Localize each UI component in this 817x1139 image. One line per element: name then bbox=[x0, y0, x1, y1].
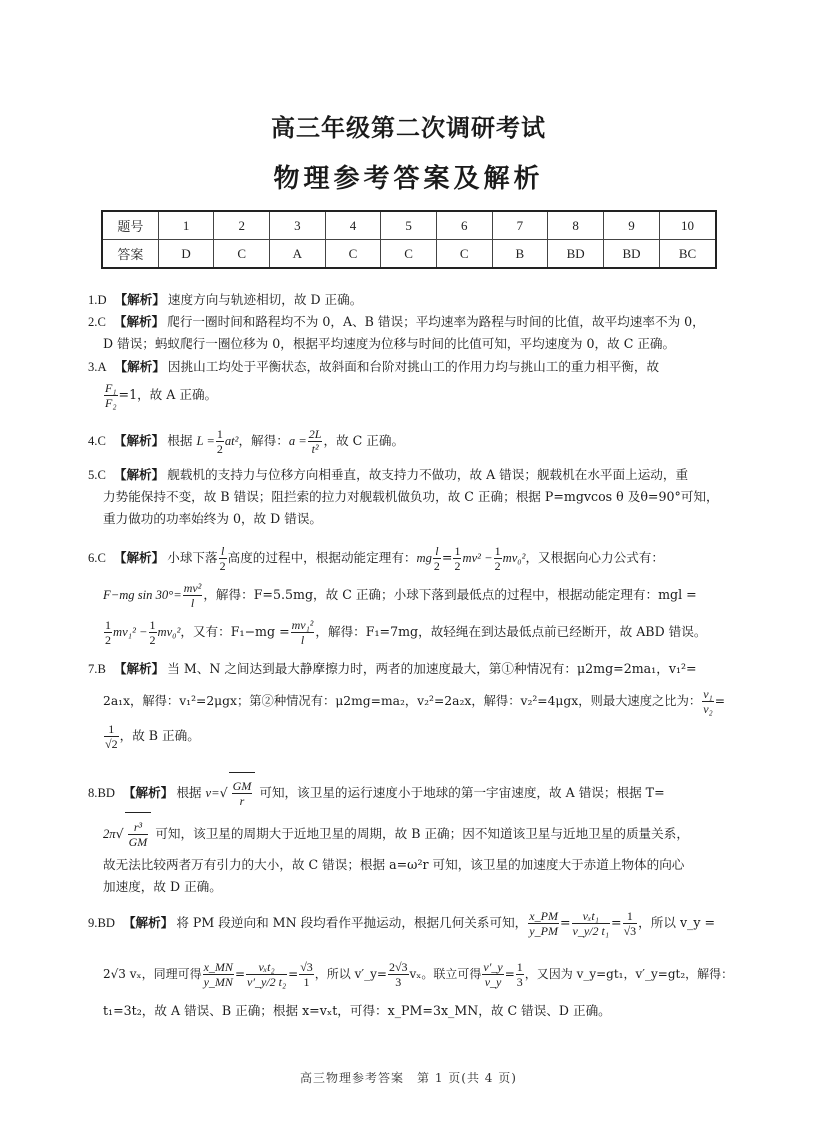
numerator: mv² bbox=[183, 581, 202, 595]
item-text: 舰载机的支持力与位移方向相垂直，故支持力不做功，故 A 错误；舰载机在水平面上运动，重 bbox=[167, 467, 689, 482]
fraction bbox=[388, 960, 409, 989]
denominator: 1 bbox=[303, 975, 310, 989]
numerator: 1 bbox=[216, 427, 223, 441]
fraction bbox=[308, 427, 323, 456]
item-text: 根据 bbox=[167, 433, 193, 448]
analysis-tag: 【解析】 bbox=[114, 292, 165, 307]
item-number: 5.C bbox=[88, 468, 106, 482]
math: F−mg sin 30°= bbox=[103, 588, 182, 602]
radicand bbox=[229, 772, 256, 813]
table-row-numbers bbox=[102, 211, 716, 240]
item-text: ，解得： bbox=[238, 433, 289, 448]
math: = bbox=[559, 915, 571, 930]
item-text: ，所以 v_y = bbox=[638, 915, 716, 930]
item-text: 因挑山工均处于平衡状态，故斜面和台阶对挑山工的作用力均与挑山工的重力相平衡，故 bbox=[167, 359, 660, 374]
numerator: 2√3 bbox=[388, 960, 408, 974]
explanation-item-8 bbox=[88, 772, 733, 898]
numerator: x_MN bbox=[203, 960, 233, 974]
explanation-item-4 bbox=[88, 426, 733, 456]
item-text: 重力做功的功率始终为 0，故 D 错误。 bbox=[103, 511, 323, 526]
item-text: 爬行一圈时间和路程均不为 0，A、B 错误；平均速率为路程与时间的比值，故平均速率不为 0， bbox=[167, 314, 705, 329]
analysis-tag: 【解析】 bbox=[122, 785, 174, 800]
fraction bbox=[216, 427, 224, 456]
denominator: 2 bbox=[433, 559, 440, 573]
fraction bbox=[104, 618, 112, 647]
math: mv₀² bbox=[157, 625, 181, 639]
numerator: √3 bbox=[300, 960, 313, 974]
answer-cell: B bbox=[492, 240, 548, 269]
numerator: F₁ bbox=[105, 381, 117, 395]
denominator: √2 bbox=[105, 737, 118, 751]
math: = bbox=[288, 967, 299, 981]
denominator: 2 bbox=[216, 442, 223, 456]
row-label: 答案 bbox=[102, 240, 158, 269]
item-text: ，又有：F₁−mg = bbox=[180, 624, 290, 639]
denominator: 3 bbox=[516, 975, 523, 989]
numerator: v₁ bbox=[703, 687, 713, 701]
fraction bbox=[433, 544, 441, 573]
question-number: 6 bbox=[436, 211, 492, 240]
numerator: 1 bbox=[454, 544, 461, 558]
item-text: 将 PM 段逆向和 MN 段均看作平抛运动，根据几何关系可知， bbox=[176, 915, 528, 930]
denominator: √3 bbox=[623, 924, 637, 938]
item-text: 可知，该卫星的周期大于近地卫星的周期，故 B 正确；因不知道该卫星与近地卫星的质量关系， bbox=[155, 826, 689, 841]
fraction bbox=[183, 581, 203, 610]
fraction bbox=[149, 618, 157, 647]
item-text: 2√3 vₓ，同理可得 bbox=[103, 967, 202, 981]
fraction bbox=[128, 820, 149, 849]
math: at² bbox=[224, 434, 239, 448]
item-number: 9.BD bbox=[88, 916, 115, 930]
answer-cell: A bbox=[270, 240, 326, 269]
item-text: 故无法比较两者万有引力的大小，故 C 错误；根据 a=ω²r 可知，该卫星的加速度大于赤道上物体的向心 bbox=[103, 857, 685, 872]
fraction bbox=[482, 960, 503, 989]
question-number: 7 bbox=[492, 211, 548, 240]
question-number: 4 bbox=[325, 211, 381, 240]
numerator: 1 bbox=[149, 618, 156, 632]
item-text: vₓ。联立可得 bbox=[409, 967, 482, 981]
denominator: 3 bbox=[395, 975, 402, 989]
item-text: =1，故 A 正确。 bbox=[118, 387, 218, 402]
fraction bbox=[516, 960, 524, 989]
math: = bbox=[504, 967, 515, 981]
fraction bbox=[203, 960, 234, 989]
denominator: 2 bbox=[219, 559, 226, 573]
item-text: 可知，该卫星的运行速度小于地球的第一宇宙速度，故 A 错误；根据 T= bbox=[259, 785, 665, 800]
numerator: 1 bbox=[104, 722, 119, 737]
fraction bbox=[702, 687, 714, 716]
numerator: mv₁² bbox=[291, 618, 314, 632]
fraction bbox=[528, 909, 559, 938]
item-text: 力势能保持不变，故 B 错误；阻拦索的拉力对舰载机做负功，故 C 正确；根据 P=mgvcos θ 及θ=90°可知， bbox=[103, 489, 719, 504]
fraction bbox=[104, 722, 119, 751]
analysis-tag: 【解析】 bbox=[114, 359, 165, 374]
numerator: x_PM bbox=[529, 909, 558, 923]
answer-table bbox=[101, 210, 717, 269]
sqrt-icon: √ bbox=[115, 826, 124, 841]
numerator: l bbox=[433, 544, 441, 559]
denominator: l bbox=[190, 596, 195, 610]
math: v= bbox=[205, 786, 220, 800]
explanation-item-1 bbox=[88, 289, 733, 311]
denominator: l bbox=[300, 633, 305, 647]
item-text: 根据 bbox=[176, 785, 202, 800]
question-number: 2 bbox=[214, 211, 270, 240]
table-row-answers bbox=[102, 240, 716, 269]
question-number: 8 bbox=[548, 211, 604, 240]
item-text: 高度的过程中，根据动能定理有： bbox=[227, 550, 417, 565]
question-number: 10 bbox=[660, 211, 717, 240]
explanation-item-3 bbox=[88, 356, 733, 412]
analysis-tag: 【解析】 bbox=[113, 467, 165, 482]
denominator: y_PM bbox=[529, 924, 558, 938]
numerator: vₓt₁ bbox=[572, 909, 611, 924]
question-number: 3 bbox=[270, 211, 326, 240]
item-text: 小球下落 bbox=[167, 550, 218, 565]
document-subtitle: 物理参考答案及解析 bbox=[273, 164, 544, 194]
fraction bbox=[246, 960, 287, 989]
item-text: ，所以 v′_y= bbox=[314, 967, 387, 981]
explanation-item-2 bbox=[88, 311, 733, 355]
item-text: ，故 B 正确。 bbox=[119, 728, 200, 743]
math: = bbox=[441, 550, 453, 565]
denominator: 2 bbox=[105, 633, 111, 647]
fraction bbox=[299, 960, 314, 989]
fraction bbox=[219, 544, 227, 573]
item-text: t₁=3t₂，故 A 错误、B 正确；根据 x=vₓt，可得：x_PM=3x_MN，故 C 错误、D 正确。 bbox=[103, 1003, 611, 1018]
item-number: 2.C bbox=[88, 315, 106, 329]
math: = bbox=[234, 967, 245, 981]
denominator: 2 bbox=[149, 633, 156, 647]
numerator: 1 bbox=[105, 618, 111, 632]
denominator: v₂ bbox=[703, 702, 713, 716]
sqrt-icon: √ bbox=[219, 785, 228, 800]
item-text: ，又因为 v_y=gt₁，v′_y=gt₂，解得： bbox=[524, 967, 734, 981]
answer-cell: C bbox=[381, 240, 437, 269]
answer-cell: C bbox=[214, 240, 270, 269]
fraction bbox=[104, 381, 118, 410]
analysis-tag: 【解析】 bbox=[113, 433, 165, 448]
question-number: 9 bbox=[604, 211, 660, 240]
denominator: F₂ bbox=[105, 396, 117, 410]
math: = bbox=[611, 915, 622, 930]
math: mv₀² bbox=[502, 551, 526, 565]
analysis-tag: 【解析】 bbox=[113, 314, 165, 329]
denominator: y_MN bbox=[203, 975, 233, 989]
fraction bbox=[232, 779, 253, 808]
denominator: v_y bbox=[484, 975, 502, 989]
item-number: 6.C bbox=[88, 551, 106, 565]
math: mv² − bbox=[462, 551, 493, 565]
math: 2π bbox=[103, 827, 116, 841]
analysis-tag: 【解析】 bbox=[113, 661, 165, 676]
denominator: r bbox=[239, 794, 245, 808]
item-number: 4.C bbox=[88, 434, 106, 448]
answer-cell: BD bbox=[604, 240, 660, 269]
numerator: 1 bbox=[516, 960, 523, 974]
math: L = bbox=[196, 434, 215, 448]
analysis-tag: 【解析】 bbox=[122, 915, 174, 930]
item-number: 8.BD bbox=[88, 786, 115, 800]
answer-cell: C bbox=[436, 240, 492, 269]
item-text: D 错误；蚂蚁爬行一圈位移为 0，根据平均速度为位移与时间的比值可知，平均速度为 0，故 C 正确。 bbox=[103, 336, 676, 351]
answer-cell: BD bbox=[548, 240, 604, 269]
answer-cell: C bbox=[325, 240, 381, 269]
fraction bbox=[453, 544, 461, 573]
answer-cell: D bbox=[158, 240, 214, 269]
item-text: ，又根据向心力公式有： bbox=[525, 550, 664, 565]
numerator: l bbox=[219, 544, 227, 559]
math: mg bbox=[416, 551, 432, 565]
item-number: 1.D bbox=[88, 293, 107, 307]
question-number: 1 bbox=[158, 211, 214, 240]
math: mv₁² − bbox=[113, 625, 148, 639]
explanation-item-9 bbox=[88, 898, 733, 1022]
radicand bbox=[125, 812, 152, 855]
question-number: 5 bbox=[381, 211, 437, 240]
item-text: 2a₁x，解得：v₁²=2μgx；第②种情况有：μ2mg=ma₂，v₂²=2a₂x，解得：v₂²=4μgx，则最大速度之比为： bbox=[103, 694, 702, 708]
page-footer: 高三物理参考答案 第 1 页(共 4 页) bbox=[300, 1071, 517, 1085]
explanation-item-5 bbox=[88, 464, 733, 530]
numerator: r³ bbox=[128, 820, 149, 835]
denominator: v′_y/2 t₂ bbox=[247, 975, 287, 989]
numerator: 1 bbox=[494, 544, 501, 558]
fraction bbox=[572, 909, 611, 938]
item-text: ，解得：F=5.5mg，故 C 正确；小球下落到最低点的过程中，根据动能定理有：mgl = bbox=[203, 587, 697, 602]
analysis-tag: 【解析】 bbox=[113, 550, 165, 565]
math: = bbox=[714, 694, 726, 708]
item-text: 速度方向与轨迹相切，故 D 正确。 bbox=[167, 292, 363, 307]
item-text: 当 M、N 之间达到最大静摩擦力时，两者的加速度最大，第①种情况有：μ2mg=2ma₁，v₁²= bbox=[167, 661, 697, 676]
denominator: v_y/2 t₁ bbox=[572, 924, 609, 938]
numerator: vₓt₂ bbox=[246, 960, 287, 975]
document-title: 高三年级第二次调研考试 bbox=[271, 113, 546, 142]
math: a = bbox=[288, 434, 307, 448]
denominator: 2 bbox=[494, 559, 501, 573]
item-text: 加速度，故 D 正确。 bbox=[103, 879, 222, 894]
explanation-item-7 bbox=[88, 654, 733, 754]
item-number: 7.B bbox=[88, 662, 106, 676]
item-text: ，故 C 正确。 bbox=[323, 433, 405, 448]
numerator: v′_y bbox=[483, 960, 503, 974]
fraction bbox=[291, 618, 315, 647]
denominator: GM bbox=[128, 835, 148, 849]
denominator: 2 bbox=[454, 559, 461, 573]
fraction bbox=[623, 909, 638, 938]
row-label: 题号 bbox=[102, 211, 158, 240]
numerator: GM bbox=[232, 779, 252, 793]
item-number: 3.A bbox=[88, 360, 107, 374]
numerator: 1 bbox=[623, 909, 638, 924]
fraction bbox=[494, 544, 502, 573]
answer-cell: BC bbox=[660, 240, 717, 269]
explanation-item-6 bbox=[88, 540, 733, 650]
denominator: t² bbox=[311, 442, 319, 456]
item-text: ，解得：F₁=7mg，故轻绳在到达最低点前已经断开，故 ABD 错误。 bbox=[315, 624, 707, 639]
numerator: 2L bbox=[308, 427, 322, 441]
